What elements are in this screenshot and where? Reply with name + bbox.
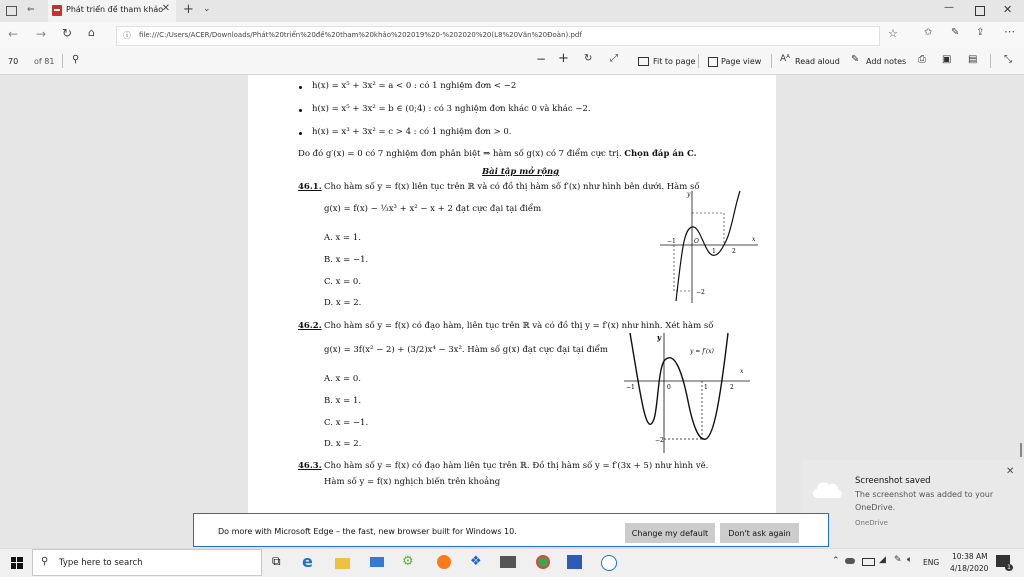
info-icon: ⓘ	[123, 31, 131, 40]
label-2: 2	[730, 384, 734, 391]
settings-gear-icon[interactable]: ⚙	[402, 554, 414, 569]
graph-q1	[660, 189, 760, 305]
conclusion-text: Do đó g′(x) = 0 có 7 nghiệm đơn phân biệt ⇒ hàm số g(x) có 7 điểm cực trị.	[298, 149, 622, 159]
chrome-icon[interactable]	[535, 554, 551, 570]
notification-count: 1	[1007, 564, 1011, 571]
tab-title: Phát triển đề tham khảo	[66, 5, 164, 14]
q3-text: Cho hàm số y = f(x) có đạo hàm liên tục trên ℝ. Đồ thị hàm số y = f′(3x + 5) như hình vẽ.	[324, 461, 709, 471]
fit-to-page-button[interactable]: Fit to page	[653, 57, 696, 66]
page-number-input[interactable]: 70	[8, 57, 19, 66]
q1-text: Cho hàm số y = f(x) liên tục trên ℝ và có đồ thị hàm số f′(x) như hình bên dưới. Hàm số	[324, 182, 700, 192]
close-window-icon[interactable]: ✕	[1003, 3, 1013, 16]
label-x: x	[752, 236, 756, 243]
zoom-in-icon[interactable]: +	[558, 51, 569, 66]
q3-text2: Hàm số y = f(x) nghịch biến trên khoảng	[324, 477, 501, 487]
q2-option-a: A. x = 0.	[324, 374, 361, 384]
url-field[interactable]	[116, 26, 880, 46]
home-icon[interactable]: ⌂	[88, 26, 95, 39]
label-1: 1	[704, 384, 708, 391]
q1-option-b: B. x = −1.	[324, 255, 369, 265]
add-notes-icon[interactable]: ✎	[851, 54, 860, 65]
divider	[62, 54, 63, 68]
dropbox-icon[interactable]: ❖	[470, 554, 482, 569]
rotate-icon[interactable]: ↻	[584, 53, 593, 64]
share-icon[interactable]: ⇪	[976, 27, 985, 38]
fit-to-page-icon[interactable]	[638, 57, 649, 66]
cloud-icon	[810, 478, 844, 500]
label-origin: 0	[667, 384, 671, 391]
page-view-button[interactable]: Page view	[721, 57, 762, 66]
tab-list-chevron-icon[interactable]: ⌄	[203, 4, 211, 14]
label-neg1: −1	[626, 384, 635, 391]
q1-option-d: D. x = 2.	[324, 298, 362, 308]
line-b3: h(x) = x³ + 3x² = c > 4 : có 1 nghiệm đơn > 0.	[312, 127, 512, 137]
bullet	[299, 132, 302, 135]
toast-body-2: OneDrive.	[855, 503, 896, 512]
q2-option-d: D. x = 2.	[324, 439, 362, 449]
start-windows-icon[interactable]	[11, 557, 23, 569]
scrollbar-thumb[interactable]	[1020, 443, 1022, 457]
bullet	[299, 109, 302, 112]
tab-bar	[0, 0, 1024, 22]
q3-number: 46.3.	[298, 461, 322, 471]
label-neg2: −2	[655, 437, 664, 444]
zoom-out-icon[interactable]: −	[536, 52, 547, 66]
taskbar-search-box[interactable]	[32, 549, 262, 576]
q2-number: 46.2.	[298, 321, 322, 331]
restore-icon[interactable]	[975, 6, 985, 16]
print-icon[interactable]: ⎙	[918, 54, 926, 65]
network-icon[interactable]: ◢	[879, 555, 886, 565]
url-text: file:///C:/Users/ACER/Downloads/Phát%20triển%20đề%20tham%20khảo%202019%20-%202020%20(L8%20Văn%20Đoàn).pdf	[139, 31, 582, 39]
language-indicator[interactable]: ENG	[923, 558, 940, 567]
label-neg2: −2	[696, 289, 705, 296]
q1-option-a: A. x = 1.	[324, 233, 361, 243]
tab-active[interactable]	[48, 0, 176, 22]
dont-ask-again-button[interactable]: Don't ask again	[720, 523, 799, 543]
toast-body-1: The screenshot was added to your	[855, 490, 994, 499]
read-aloud-icon[interactable]: Aᴬ	[780, 54, 791, 64]
read-aloud-button[interactable]: Read aloud	[795, 57, 840, 66]
pdf-icon	[52, 5, 62, 16]
change-default-button[interactable]: Change my default	[625, 523, 715, 543]
conclusion-answer: Chọn đáp án C.	[624, 149, 697, 159]
q1-option-c: C. x = 0.	[324, 277, 362, 287]
q2-option-b: B. x = 1.	[324, 396, 362, 406]
pdf-toolbar	[0, 48, 1024, 75]
onedrive-tray-icon[interactable]	[845, 558, 855, 564]
label-1: 1	[712, 248, 716, 255]
q2-text: Cho hàm số y = f(x) có đạo hàm, liên tục trên ℝ và có đồ thị y = f′(x) như hình. Xét hàm số	[324, 321, 714, 331]
pen-tray-icon[interactable]: ✎	[894, 555, 902, 565]
media-app-icon[interactable]	[500, 554, 516, 570]
graph-q2	[624, 331, 754, 455]
tab-preview-icon[interactable]	[6, 6, 17, 16]
action-center-icon[interactable]	[996, 555, 1011, 571]
label-2: 2	[732, 248, 736, 255]
new-tab-icon[interactable]: +	[183, 2, 194, 17]
add-notes-button[interactable]: Add notes	[866, 57, 907, 66]
line-b1: h(x) = x⁵ + 3x² = a < 0 : có 1 nghiệm đơn < −2	[312, 81, 517, 91]
divider	[698, 54, 699, 68]
minimize-icon[interactable]: —	[944, 2, 954, 13]
show-hidden-icons-chevron-icon[interactable]: ⌃	[832, 556, 840, 566]
clock-date[interactable]: 4/18/2020	[950, 564, 989, 573]
file-explorer-icon[interactable]	[335, 554, 351, 570]
line-b2: h(x) = x⁵ + 3x² = b ∈ (0;4) : có 3 nghiệm đơn khác 0 và khác −2.	[312, 104, 591, 114]
bullet	[299, 86, 302, 89]
pdf-page	[248, 75, 776, 515]
back-icon[interactable]: ←	[8, 27, 19, 41]
label-y: y	[687, 191, 691, 198]
pen-icon[interactable]: ✎	[951, 27, 960, 38]
edge-icon[interactable]: e	[302, 552, 313, 571]
toast-notification[interactable]	[802, 460, 1024, 548]
fullscreen-icon[interactable]: ⤢	[610, 53, 618, 64]
word-icon[interactable]	[567, 554, 583, 570]
toast-source: OneDrive	[855, 519, 888, 527]
q1-text2: g(x) = f(x) − ⅓x³ + x² − x + 2 đạt cực đại tại điểm	[324, 204, 542, 214]
page-view-icon[interactable]	[708, 57, 718, 67]
toast-close-icon[interactable]: ✕	[1006, 466, 1015, 477]
search-icon: ⚲	[41, 556, 49, 567]
save-icon[interactable]: ▣	[942, 54, 952, 65]
favorite-star-icon[interactable]: ☆	[888, 27, 898, 40]
section-title: Bài tập mở rộng	[482, 167, 560, 177]
banner-message: Do more with Microsoft Edge – the fast, new browser built for Windows 10.	[218, 527, 517, 536]
conclusion	[298, 149, 697, 159]
label-y: y	[657, 333, 662, 342]
q2-text2: g(x) = 3f(x² − 2) + (3/2)x⁴ − 3x². Hàm số g(x) đạt cực đại tại điểm	[324, 345, 608, 355]
pin-icon[interactable]: ⤡	[1004, 54, 1012, 65]
dashed-guide	[674, 245, 692, 291]
save-as-icon[interactable]: ▤	[968, 54, 978, 65]
mail-icon[interactable]	[370, 554, 386, 570]
volume-icon[interactable]: 🔈︎	[907, 555, 913, 565]
label-fprime: y = f′(x)	[690, 348, 714, 355]
q2-option-c: C. x = −1.	[324, 418, 369, 428]
label-x: x	[740, 368, 744, 375]
q1-number: 46.1.	[298, 182, 322, 192]
clock-time[interactable]: 10:38 AM	[952, 552, 988, 561]
battery-icon[interactable]	[862, 558, 875, 566]
page-total: of 81	[34, 57, 55, 66]
favorites-list-icon[interactable]: ✩	[924, 27, 933, 38]
search-placeholder: Type here to search	[59, 558, 143, 568]
label-neg1: −1	[667, 238, 676, 245]
close-tab-icon[interactable]: ✕	[161, 3, 170, 14]
firefox-icon[interactable]	[436, 554, 452, 570]
refresh-icon[interactable]: ↻	[62, 26, 73, 40]
label-origin: O	[694, 238, 699, 245]
divider	[771, 54, 772, 68]
edge-promo-banner	[193, 513, 829, 547]
curve-f-prime	[676, 191, 740, 301]
more-menu-icon[interactable]: ⋯	[1004, 25, 1015, 38]
divider	[990, 54, 991, 68]
forward-icon[interactable]: →	[36, 27, 47, 41]
search-icon[interactable]: ⚲	[72, 54, 80, 65]
back-tabs-icon[interactable]: ⇐	[27, 5, 35, 15]
task-view-icon[interactable]: ⧉	[272, 554, 281, 568]
zalo-icon[interactable]	[600, 554, 616, 570]
toast-title: Screenshot saved	[855, 476, 931, 486]
